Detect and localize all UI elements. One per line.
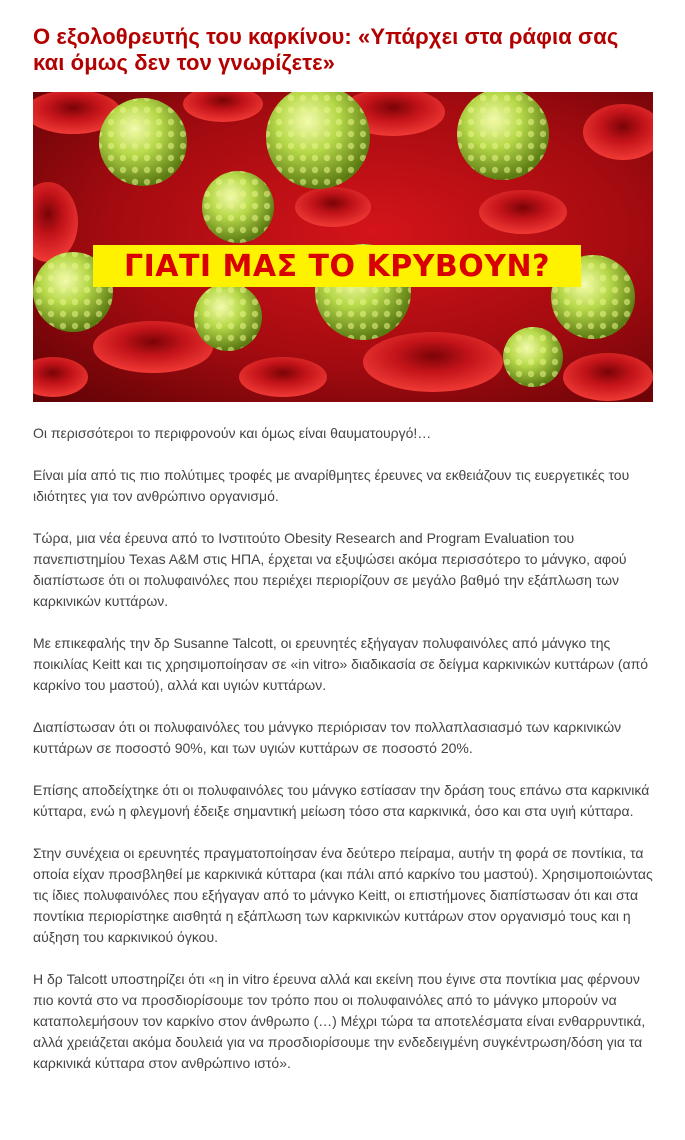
- paragraph: Επίσης αποδείχτηκε ότι οι πολυφαινόλες του μάνγκο εστίασαν την δράση τους επάνω στα καρκινικά κύτταρα, ενώ η φλεγμονή έδειξε σημαντική μείωση τόσο στα καρκινικά, όσο και στα υγιή κύτταρα.: [33, 782, 650, 819]
- article-body: [33, 423, 653, 1074]
- article-title: Ο εξολοθρευτής του καρκίνου: «Υπάρχει στα ράφια σας και όμως δεν τον γνωρίζετε»: [33, 24, 619, 75]
- paragraph: Τώρα, μια νέα έρευνα από το Ινστιτούτο Obesity Research and Program Evaluation του πανεπιστημίου Texas A&M στις ΗΠΑ, έρχεται να εξυψώσει ακόμα περισσότερο το μάνγκο, αφού διαπίστωσε ότι οι πολυφαινόλες που περιέχει περιορίζουν σε μεγάλο βαθμό την εξάπλωση των καρκινικών κυττάρων.: [33, 530, 627, 609]
- paragraph: Διαπίστωσαν ότι οι πολυφαινόλες του μάνγκο περιόρισαν τον πολλαπλασιασμό των καρκινικών κυττάρων σε ποσοστό 90%, και των υγιών κυττάρων σε ποσοστό 20%.: [33, 719, 622, 756]
- hero-banner-text: ΓΙΑΤΙ ΜΑΣ ΤΟ ΚΡΥΒΟΥΝ?: [93, 245, 581, 287]
- paragraph: Η δρ Talcott υποστηρίζει ότι «η in vitro έρευνα αλλά και εκείνη που έγινε στα ποντίκια μας φέρνουν πιο κοντά στο να προσδιορίσουμε τον τρόπο που οι πολυφαινόλες από το μάνγκο μπορούν να καταπολεμήσουν τον καρκίνο στον άνθρωπο (…) Μέχρι τώρα τα αποτελέσματα είναι ενθαρρυντικά, αλλά χρειάζεται ακόμα δουλειά για να προσδιορίσουμε την ενδεδειγμένη συγκέντρωση/δόση για τα καρκινικά κύτταρα στον ανθρώπινο ιστό».: [33, 971, 646, 1071]
- article: [33, 24, 653, 1095]
- paragraph: Οι περισσότεροι το περιφρονούν και όμως είναι θαυματουργό!…: [33, 425, 432, 441]
- hero-image: [33, 92, 653, 402]
- paragraph: Με επικεφαλής την δρ Susanne Talcott, οι ερευνητές εξήγαγαν πολυφαινόλες από μάνγκο της ποικιλίας Keitt και τις χρησιμοποίησαν σε «in vitro» διαδικασία σε δείγμα καρκινικών κυττάρων (από καρκίνο του μαστού), αλλά και υγιών κυττάρων.: [33, 635, 649, 693]
- paragraph: Είναι μία από τις πιο πολύτιμες τροφές με αναρίθμητες έρευνες να εκθειάζουν τις ευεργετικές του ιδιότητες για τον ανθρώπινο οργανισμό.: [33, 467, 630, 504]
- paragraph: Στην συνέχεια οι ερευνητές πραγματοποίησαν ένα δεύτερο πείραμα, αυτήν τη φορά σε ποντίκια, τα οποία είχαν προσβληθεί με καρκινικά κύτταρα (και πάλι από καρκίνο του μαστού). Χρησιμοποιώντας τις ίδιες πολυφαινόλες που εξήγαγαν από το μάνγκο Keitt, οι επιστήμονες διαπίστωσαν ότι και στα ποντίκια περιορίστηκε αισθητά η εξάπλωση των καρκινικών κυττάρων στον οργανισμό τους και η αύξηση του καρκινικού όγκου.: [33, 845, 653, 945]
